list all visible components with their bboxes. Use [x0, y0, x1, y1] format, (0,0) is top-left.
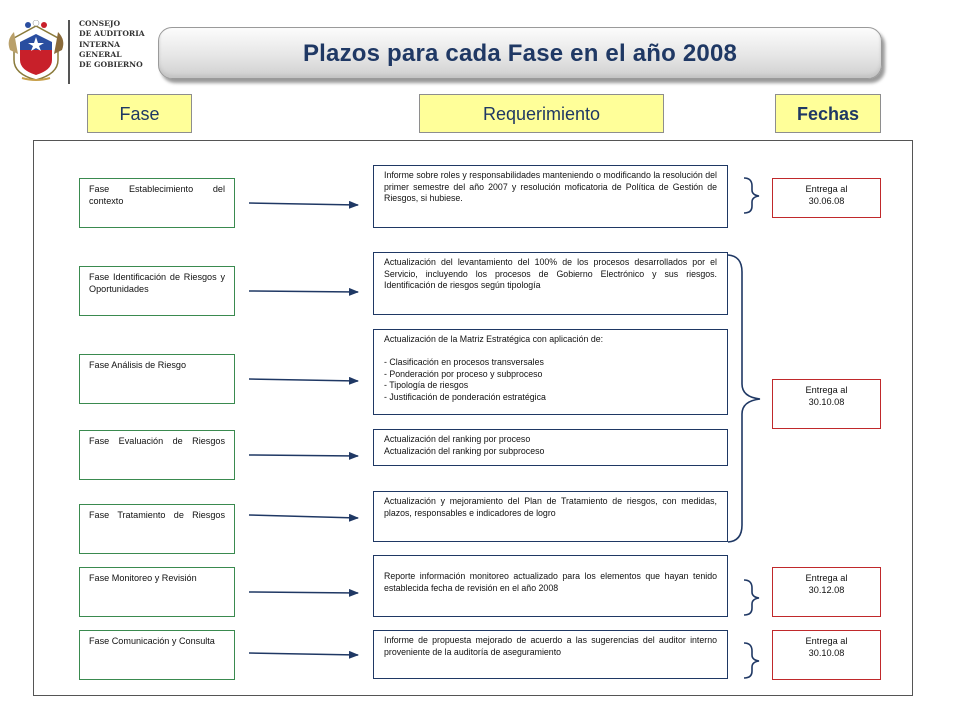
brace-communication: [744, 643, 759, 678]
council-name-line: CONSEJO: [79, 19, 121, 28]
council-name-line: DE AUDITORIA: [79, 29, 145, 39]
brace-monitoring: [744, 580, 759, 615]
page-title: Plazos para cada Fase en el año 2008: [302, 40, 738, 67]
deadline-date: 30.12.08: [808, 585, 845, 595]
column-header-requirement: Requerimiento: [419, 94, 664, 133]
requirement-box-communication: Informe de propuesta mejorado de acuerdo a las sugerencias del auditor interno proveniente de la auditoría de aseguramiento: [373, 630, 728, 679]
deadline-label: Entrega al: [805, 636, 848, 646]
phase-box-context: Fase Establecimiento del contexto: [79, 178, 235, 228]
arrow-analysis: [249, 379, 358, 381]
column-header-dates: Fechas: [775, 94, 881, 133]
council-name-line: INTERNA: [79, 39, 121, 49]
deadline-date: 30.10.08: [808, 648, 845, 658]
deadline-label: Entrega al: [805, 184, 848, 194]
column-header-phase: Fase: [87, 94, 192, 133]
deadline-date: 30.10.08: [808, 397, 845, 407]
requirement-text-evaluation: Actualización del ranking por proceso Actualización del ranking por subproceso: [384, 434, 545, 456]
brace-context: [744, 178, 759, 213]
council-name-line: DE GOBIERNO: [79, 60, 143, 70]
requirement-box-treatment: Actualización y mejoramiento del Plan de Tratamiento de riesgos, con medidas, plazos, responsables e indicadores de logro: [373, 491, 728, 542]
arrow-evaluation: [249, 455, 358, 456]
phase-box-communication: Fase Comunicación y Consulta: [79, 630, 235, 680]
deadline-date: 30.06.08: [808, 196, 845, 206]
phase-box-analysis: Fase Análisis de Riesgo: [79, 354, 235, 404]
arrow-identification: [249, 291, 358, 292]
arrow-context: [249, 203, 358, 205]
brace-large: [728, 255, 760, 542]
phase-box-monitoring: Fase Monitoreo y Revisión: [79, 567, 235, 617]
phase-box-evaluation: Fase Evaluación de Riesgos: [79, 430, 235, 480]
arrow-monitoring: [249, 592, 358, 593]
phase-box-identification: Fase Identificación de Riesgos y Oportunidades: [79, 266, 235, 316]
requirement-text-analysis: Actualización de la Matriz Estratégica con aplicación de: - Clasificación en procesos transversales - Ponderación por proceso y subproceso - Tipología de riesgos - Justificación de ponderación estratégica: [384, 334, 604, 402]
deadline-label: Entrega al: [805, 573, 848, 583]
requirement-box-identification: Actualización del levantamiento del 100% de los procesos desarrollados por el Servicio, incluyendo los procesos de Gobierno Electrónico y sus riesgos. Identificación de riesgos según tipología: [373, 252, 728, 315]
phase-box-treatment: Fase Tratamiento de Riesgos: [79, 504, 235, 554]
requirement-box-context: Informe sobre roles y responsabilidades manteniendo o modificando la resolución del primer semestre del año 2007 y resolución moficatoria de Política de Gestión de Riesgos, si hubiese.: [373, 165, 728, 228]
requirement-box-monitoring: Reporte información monitoreo actualizado para los elementos que hayan tenido establecida fecha de revisión en el año 2008: [373, 555, 728, 617]
deadline-label: Entrega al: [805, 385, 848, 395]
council-name-line: GENERAL: [79, 49, 122, 59]
arrow-communication: [249, 653, 358, 655]
arrow-treatment: [249, 515, 358, 518]
